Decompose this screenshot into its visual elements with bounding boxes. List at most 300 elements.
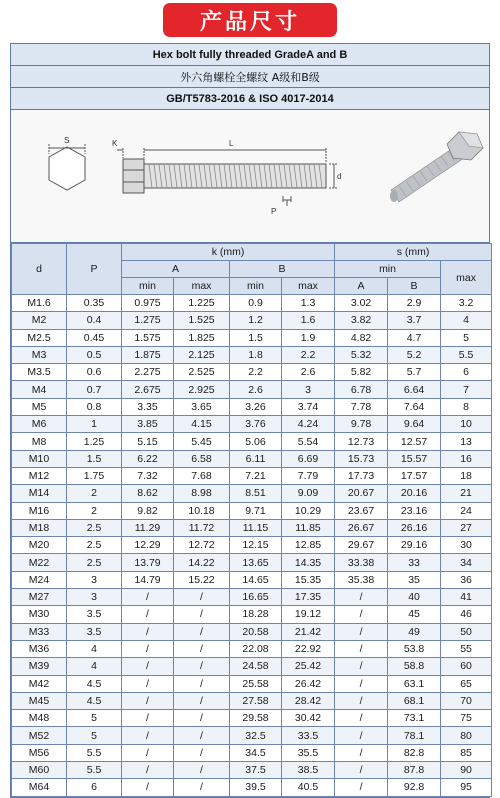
cell-p: 0.8 <box>67 398 122 415</box>
cell-p: 6 <box>67 779 122 796</box>
cell-p: 0.5 <box>67 346 122 363</box>
cell-s-min-a: 20.67 <box>335 485 388 502</box>
table-row <box>12 623 492 640</box>
cell-k-a-max: / <box>174 623 230 640</box>
cell-d: M22 <box>12 554 67 571</box>
cell-k-b-min: 1.8 <box>230 346 282 363</box>
cell-p: 2.5 <box>67 554 122 571</box>
cell-s-min-a: / <box>335 692 388 709</box>
cell-s-min-b: 9.64 <box>388 416 441 433</box>
cell-s-min-a: / <box>335 675 388 692</box>
cell-d: M16 <box>12 502 67 519</box>
cell-s-min-a: 29.67 <box>335 537 388 554</box>
cell-k-a-min: / <box>122 744 174 761</box>
cell-d: M20 <box>12 537 67 554</box>
cell-d: M14 <box>12 485 67 502</box>
cell-d: M2.5 <box>12 329 67 346</box>
cell-s-min-a: 33.38 <box>335 554 388 571</box>
cell-p: 1.75 <box>67 467 122 484</box>
cell-k-a-min: / <box>122 710 174 727</box>
cell-k-a-max: 5.45 <box>174 433 230 450</box>
cell-k-b-min: 7.21 <box>230 467 282 484</box>
table-row <box>12 779 492 796</box>
cell-k-a-min: / <box>122 675 174 692</box>
cell-p: 5 <box>67 710 122 727</box>
cell-s-min-b: 2.9 <box>388 295 441 312</box>
table-body <box>12 295 492 797</box>
cell-k-b-min: 22.08 <box>230 640 282 657</box>
cell-s-min-a: / <box>335 744 388 761</box>
table-row <box>12 710 492 727</box>
cell-d: M36 <box>12 640 67 657</box>
cell-s-min-a: / <box>335 727 388 744</box>
cell-p: 1 <box>67 416 122 433</box>
cell-k-b-min: 1.2 <box>230 312 282 329</box>
cell-k-b-min: 13.65 <box>230 554 282 571</box>
cell-s-max: 8 <box>441 398 492 415</box>
cell-k-a-max: 8.98 <box>174 485 230 502</box>
table-row <box>12 450 492 467</box>
cell-s-max: 5 <box>441 329 492 346</box>
cell-k-a-max: 4.15 <box>174 416 230 433</box>
cell-k-b-max: 3 <box>282 381 335 398</box>
cell-k-b-min: 20.58 <box>230 623 282 640</box>
cell-k-b-min: 0.9 <box>230 295 282 312</box>
table-row <box>12 346 492 363</box>
cell-k-b-max: 4.24 <box>282 416 335 433</box>
cell-k-b-max: 9.09 <box>282 485 335 502</box>
cell-k-a-max: 10.18 <box>174 502 230 519</box>
cell-k-a-min: / <box>122 623 174 640</box>
cell-s-max: 10 <box>441 416 492 433</box>
header-p: P <box>67 244 122 295</box>
cell-k-b-max: 11.85 <box>282 519 335 536</box>
cell-s-min-b: 7.64 <box>388 398 441 415</box>
cell-k-a-max: / <box>174 762 230 779</box>
cell-k-a-min: 1.875 <box>122 346 174 363</box>
header-k-a-min: min <box>122 278 174 295</box>
cell-s-max: 50 <box>441 623 492 640</box>
cell-k-a-max: 3.65 <box>174 398 230 415</box>
cell-k-a-max: 1.525 <box>174 312 230 329</box>
cell-k-b-max: 14.35 <box>282 554 335 571</box>
cell-s-min-a: 5.82 <box>335 364 388 381</box>
cell-s-min-b: 35 <box>388 571 441 588</box>
cell-s-min-a: / <box>335 623 388 640</box>
cell-k-b-min: 18.28 <box>230 606 282 623</box>
cell-k-a-min: / <box>122 762 174 779</box>
cell-d: M45 <box>12 692 67 709</box>
title-chinese: 外六角螺栓全螺纹 A级和B级 <box>11 66 489 88</box>
cell-d: M1.6 <box>12 295 67 312</box>
cell-s-min-b: 5.7 <box>388 364 441 381</box>
cell-p: 4.5 <box>67 675 122 692</box>
table-row <box>12 519 492 536</box>
header-k-a-max: max <box>174 278 230 295</box>
cell-k-a-min: / <box>122 779 174 796</box>
cell-s-max: 27 <box>441 519 492 536</box>
cell-s-min-b: 12.57 <box>388 433 441 450</box>
cell-p: 2 <box>67 502 122 519</box>
cell-k-b-max: 28.42 <box>282 692 335 709</box>
cell-s-min-b: 15.57 <box>388 450 441 467</box>
cell-k-b-max: 1.6 <box>282 312 335 329</box>
cell-k-b-max: 15.35 <box>282 571 335 588</box>
cell-k-b-max: 1.9 <box>282 329 335 346</box>
cell-k-a-min: 6.22 <box>122 450 174 467</box>
cell-s-min-a: / <box>335 606 388 623</box>
cell-k-a-max: / <box>174 675 230 692</box>
cell-d: M30 <box>12 606 67 623</box>
cell-k-b-min: 32.5 <box>230 727 282 744</box>
cell-p: 0.4 <box>67 312 122 329</box>
cell-k-a-max: 12.72 <box>174 537 230 554</box>
cell-d: M27 <box>12 589 67 606</box>
cell-d: M5 <box>12 398 67 415</box>
cell-k-b-min: 3.26 <box>230 398 282 415</box>
cell-k-b-min: 8.51 <box>230 485 282 502</box>
cell-s-min-b: 87.8 <box>388 762 441 779</box>
cell-k-b-max: 21.42 <box>282 623 335 640</box>
cell-s-min-a: / <box>335 640 388 657</box>
cell-k-b-max: 25.42 <box>282 658 335 675</box>
table-row <box>12 364 492 381</box>
cell-k-b-max: 10.29 <box>282 502 335 519</box>
cell-s-min-b: 82.8 <box>388 744 441 761</box>
cell-s-min-b: 49 <box>388 623 441 640</box>
cell-k-a-max: 6.58 <box>174 450 230 467</box>
cell-s-max: 30 <box>441 537 492 554</box>
cell-s-max: 13 <box>441 433 492 450</box>
cell-p: 5.5 <box>67 744 122 761</box>
cell-k-a-max: 2.925 <box>174 381 230 398</box>
cell-d: M48 <box>12 710 67 727</box>
dimension-table <box>11 243 492 797</box>
cell-s-max: 21 <box>441 485 492 502</box>
cell-k-b-min: 2.6 <box>230 381 282 398</box>
cell-k-a-max: / <box>174 692 230 709</box>
cell-s-max: 36 <box>441 571 492 588</box>
header-k-b-max: max <box>282 278 335 295</box>
cell-k-b-max: 30.42 <box>282 710 335 727</box>
cell-s-min-a: / <box>335 762 388 779</box>
cell-s-min-a: 35.38 <box>335 571 388 588</box>
cell-k-a-max: / <box>174 710 230 727</box>
cell-k-a-max: 7.68 <box>174 467 230 484</box>
cell-p: 0.45 <box>67 329 122 346</box>
header-s-min-b: B <box>388 278 441 295</box>
cell-s-min-a: 26.67 <box>335 519 388 536</box>
cell-k-a-max: 2.525 <box>174 364 230 381</box>
cell-p: 3.5 <box>67 623 122 640</box>
cell-p: 0.7 <box>67 381 122 398</box>
label-p: P <box>271 207 277 216</box>
cell-s-max: 5.5 <box>441 346 492 363</box>
cell-k-a-min: / <box>122 606 174 623</box>
header-s: s (mm) <box>335 244 492 261</box>
cell-s-max: 95 <box>441 779 492 796</box>
cell-k-b-min: 34.5 <box>230 744 282 761</box>
cell-k-a-max: 15.22 <box>174 571 230 588</box>
table-row <box>12 606 492 623</box>
cell-d: M39 <box>12 658 67 675</box>
header-s-min: min <box>335 261 441 278</box>
cell-k-b-max: 33.5 <box>282 727 335 744</box>
cell-k-a-min: 3.35 <box>122 398 174 415</box>
header-d: d <box>12 244 67 295</box>
table-row <box>12 589 492 606</box>
cell-p: 4 <box>67 658 122 675</box>
cell-s-min-a: 3.02 <box>335 295 388 312</box>
header-s-min-a: A <box>335 278 388 295</box>
cell-k-a-max: 2.125 <box>174 346 230 363</box>
cell-s-max: 24 <box>441 502 492 519</box>
cell-k-b-min: 37.5 <box>230 762 282 779</box>
cell-s-max: 70 <box>441 692 492 709</box>
cell-k-a-min: 1.575 <box>122 329 174 346</box>
cell-d: M10 <box>12 450 67 467</box>
cell-d: M2 <box>12 312 67 329</box>
header-s-max: max <box>441 261 492 295</box>
cell-s-min-a: 4.82 <box>335 329 388 346</box>
cell-k-a-max: / <box>174 589 230 606</box>
cell-s-min-b: 20.16 <box>388 485 441 502</box>
cell-s-min-b: 58.8 <box>388 658 441 675</box>
cell-k-b-min: 27.58 <box>230 692 282 709</box>
cell-k-b-max: 26.42 <box>282 675 335 692</box>
cell-k-b-min: 16.65 <box>230 589 282 606</box>
cell-s-max: 6 <box>441 364 492 381</box>
cell-s-min-b: 26.16 <box>388 519 441 536</box>
table-row <box>12 502 492 519</box>
cell-s-min-a: 12.73 <box>335 433 388 450</box>
cell-s-min-a: 3.82 <box>335 312 388 329</box>
table-row <box>12 312 492 329</box>
cell-s-min-b: 63.1 <box>388 675 441 692</box>
cell-s-max: 65 <box>441 675 492 692</box>
table-row <box>12 658 492 675</box>
cell-s-min-b: 73.1 <box>388 710 441 727</box>
cell-k-a-max: / <box>174 606 230 623</box>
cell-d: M3.5 <box>12 364 67 381</box>
cell-d: M3 <box>12 346 67 363</box>
cell-s-min-b: 29.16 <box>388 537 441 554</box>
cell-s-min-b: 3.7 <box>388 312 441 329</box>
cell-d: M52 <box>12 727 67 744</box>
cell-s-min-b: 33 <box>388 554 441 571</box>
cell-s-max: 18 <box>441 467 492 484</box>
table-row <box>12 485 492 502</box>
cell-s-max: 34 <box>441 554 492 571</box>
header-k-b: B <box>230 261 335 278</box>
cell-k-a-max: / <box>174 658 230 675</box>
table-row <box>12 762 492 779</box>
cell-p: 1.5 <box>67 450 122 467</box>
cell-k-b-max: 12.85 <box>282 537 335 554</box>
cell-k-a-max: 1.825 <box>174 329 230 346</box>
cell-p: 1.25 <box>67 433 122 450</box>
cell-k-a-min: 1.275 <box>122 312 174 329</box>
cell-s-min-a: / <box>335 658 388 675</box>
cell-d: M12 <box>12 467 67 484</box>
cell-s-min-a: 17.73 <box>335 467 388 484</box>
cell-s-max: 85 <box>441 744 492 761</box>
cell-k-b-min: 29.58 <box>230 710 282 727</box>
cell-d: M64 <box>12 779 67 796</box>
cell-s-min-a: / <box>335 710 388 727</box>
label-d: d <box>337 172 342 181</box>
banner-title: 产品尺寸 <box>163 3 337 37</box>
cell-s-min-a: 7.78 <box>335 398 388 415</box>
cell-s-min-a: 9.78 <box>335 416 388 433</box>
cell-p: 0.6 <box>67 364 122 381</box>
cell-k-b-min: 6.11 <box>230 450 282 467</box>
bolt-product-image <box>390 132 483 202</box>
cell-p: 3 <box>67 571 122 588</box>
header-k-a: A <box>122 261 230 278</box>
table-row <box>12 295 492 312</box>
cell-s-min-a: / <box>335 589 388 606</box>
cell-p: 3 <box>67 589 122 606</box>
cell-k-a-max: / <box>174 779 230 796</box>
cell-k-a-min: 11.29 <box>122 519 174 536</box>
cell-s-min-a: / <box>335 779 388 796</box>
table-row <box>12 329 492 346</box>
cell-k-a-min: 2.675 <box>122 381 174 398</box>
cell-k-a-min: 3.85 <box>122 416 174 433</box>
cell-p: 4.5 <box>67 692 122 709</box>
cell-k-a-min: 0.975 <box>122 295 174 312</box>
cell-s-max: 55 <box>441 640 492 657</box>
cell-s-min-b: 68.1 <box>388 692 441 709</box>
cell-k-a-min: 9.82 <box>122 502 174 519</box>
table-row <box>12 554 492 571</box>
cell-s-min-b: 45 <box>388 606 441 623</box>
cell-p: 5 <box>67 727 122 744</box>
cell-k-b-min: 14.65 <box>230 571 282 588</box>
table-row <box>12 467 492 484</box>
cell-d: M42 <box>12 675 67 692</box>
cell-k-a-min: / <box>122 727 174 744</box>
cell-d: M8 <box>12 433 67 450</box>
bolt-side-view <box>117 148 337 206</box>
table-row <box>12 571 492 588</box>
cell-s-min-a: 23.67 <box>335 502 388 519</box>
cell-k-b-max: 2.2 <box>282 346 335 363</box>
cell-d: M60 <box>12 762 67 779</box>
header-k-b-min: min <box>230 278 282 295</box>
cell-k-a-min: 7.32 <box>122 467 174 484</box>
cell-s-min-a: 6.78 <box>335 381 388 398</box>
cell-d: M56 <box>12 744 67 761</box>
standard-title: GB/T5783-2016 & ISO 4017-2014 <box>11 88 489 110</box>
cell-k-a-min: / <box>122 640 174 657</box>
cell-k-a-min: 12.29 <box>122 537 174 554</box>
table-row <box>12 381 492 398</box>
cell-k-a-min: / <box>122 658 174 675</box>
cell-k-a-min: 14.79 <box>122 571 174 588</box>
cell-s-min-b: 23.16 <box>388 502 441 519</box>
cell-k-b-min: 1.5 <box>230 329 282 346</box>
cell-p: 2.5 <box>67 537 122 554</box>
cell-k-b-max: 3.74 <box>282 398 335 415</box>
cell-s-min-b: 92.8 <box>388 779 441 796</box>
cell-k-a-max: / <box>174 727 230 744</box>
cell-k-a-min: 5.15 <box>122 433 174 450</box>
cell-k-b-max: 19.12 <box>282 606 335 623</box>
cell-k-b-min: 24.58 <box>230 658 282 675</box>
cell-k-b-min: 39.5 <box>230 779 282 796</box>
cell-k-b-min: 11.15 <box>230 519 282 536</box>
cell-s-max: 46 <box>441 606 492 623</box>
cell-s-min-a: 5.32 <box>335 346 388 363</box>
spec-sheet <box>10 43 490 798</box>
cell-k-b-max: 22.92 <box>282 640 335 657</box>
table-row <box>12 675 492 692</box>
cell-s-min-b: 40 <box>388 589 441 606</box>
label-s: S <box>64 136 70 145</box>
cell-s-max: 75 <box>441 710 492 727</box>
table-row <box>12 416 492 433</box>
hex-head-front-view <box>49 144 85 190</box>
cell-k-b-min: 2.2 <box>230 364 282 381</box>
cell-k-a-max: / <box>174 744 230 761</box>
cell-p: 2 <box>67 485 122 502</box>
cell-k-a-min: 2.275 <box>122 364 174 381</box>
cell-k-b-min: 12.15 <box>230 537 282 554</box>
cell-p: 2.5 <box>67 519 122 536</box>
bolt-drawing <box>11 110 489 243</box>
cell-s-max: 60 <box>441 658 492 675</box>
cell-k-b-min: 9.71 <box>230 502 282 519</box>
cell-k-a-min: 8.62 <box>122 485 174 502</box>
cell-k-a-max: / <box>174 640 230 657</box>
cell-s-max: 80 <box>441 727 492 744</box>
cell-k-b-max: 35.5 <box>282 744 335 761</box>
cell-p: 5.5 <box>67 762 122 779</box>
table-row <box>12 640 492 657</box>
bolt-diagram <box>11 110 489 243</box>
cell-s-min-b: 5.2 <box>388 346 441 363</box>
cell-s-min-a: 15.73 <box>335 450 388 467</box>
cell-k-b-min: 5.06 <box>230 433 282 450</box>
cell-k-a-min: / <box>122 692 174 709</box>
cell-s-max: 3.2 <box>441 295 492 312</box>
cell-s-min-b: 78.1 <box>388 727 441 744</box>
cell-d: M6 <box>12 416 67 433</box>
cell-k-b-max: 38.5 <box>282 762 335 779</box>
label-l: L <box>229 139 234 148</box>
cell-k-b-max: 7.79 <box>282 467 335 484</box>
cell-k-b-max: 1.3 <box>282 295 335 312</box>
cell-k-b-min: 3.76 <box>230 416 282 433</box>
cell-k-a-max: 14.22 <box>174 554 230 571</box>
cell-s-max: 4 <box>441 312 492 329</box>
label-k: K <box>112 139 118 148</box>
cell-d: M24 <box>12 571 67 588</box>
cell-s-min-b: 4.7 <box>388 329 441 346</box>
cell-p: 4 <box>67 640 122 657</box>
cell-d: M4 <box>12 381 67 398</box>
cell-k-b-max: 40.5 <box>282 779 335 796</box>
table-row <box>12 433 492 450</box>
cell-k-b-max: 17.35 <box>282 589 335 606</box>
cell-p: 3.5 <box>67 606 122 623</box>
cell-k-b-max: 5.54 <box>282 433 335 450</box>
table-row <box>12 744 492 761</box>
cell-s-max: 16 <box>441 450 492 467</box>
cell-s-min-b: 53.8 <box>388 640 441 657</box>
